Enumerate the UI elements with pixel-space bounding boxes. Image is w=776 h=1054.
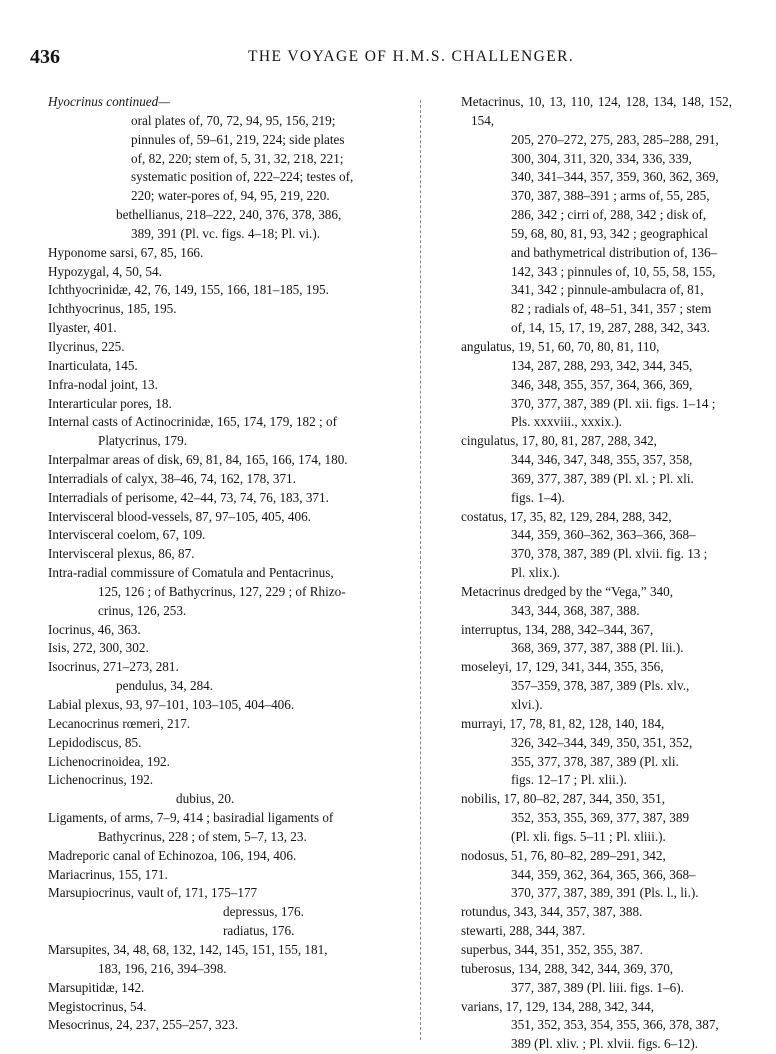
index-entry-continuation: Pl. xlix.). xyxy=(511,565,561,581)
index-entry: Inarticulata, 145. xyxy=(48,357,138,373)
index-entry: Mariacrinus, 155, 171. xyxy=(48,866,168,882)
index-entry: Ichthyocrinus, 185, 195. xyxy=(48,301,177,317)
index-subentry: radiatus, 176. xyxy=(223,923,295,939)
index-subentry: varians, 17, 129, 134, 288, 342, 344, xyxy=(461,998,655,1014)
index-entry-continuation: of, 14, 15, 17, 19, 287, 288, 342, 343. xyxy=(511,320,710,336)
index-entry-continuation: 183, 196, 216, 394–398. xyxy=(98,960,227,976)
index-entry-continuation: 286, 342 ; cirri of, 288, 342 ; disk of, xyxy=(511,207,707,223)
index-entry-continuation: 377, 387, 389 (Pl. liii. figs. 1–6). xyxy=(511,979,684,995)
index-entry: Hyocrinus continued— xyxy=(48,94,170,109)
index-entry-continuation: 344, 359, 360–362, 363–366, 368– xyxy=(511,527,696,543)
index-subentry: pendulus, 34, 284. xyxy=(116,678,214,694)
running-title: THE VOYAGE OF H.M.S. CHALLENGER. xyxy=(248,48,575,65)
index-subentry: bethellianus, 218–222, 240, 376, 378, 386, xyxy=(116,207,342,223)
index-subentry: dubius, 20. xyxy=(176,791,235,807)
page-header xyxy=(0,46,776,70)
index-entry-continuation: 326, 342–344, 349, 350, 351, 352, xyxy=(511,734,693,750)
index-entry: Intervisceral coelom, 67, 109. xyxy=(48,527,206,543)
index-entry: Intervisceral blood-vessels, 87, 97–105, 405, 406. xyxy=(48,508,311,524)
index-subentry: moseleyi, 17, 129, 341, 344, 355, 356, xyxy=(461,659,664,675)
index-entry-continuation: 142, 343 ; pinnules of, 10, 55, 58, 155, xyxy=(511,263,716,279)
index-entry-continuation: 352, 353, 355, 369, 377, 387, 389 xyxy=(511,810,690,826)
index-entry: Ilycrinus, 225. xyxy=(48,338,125,354)
index-entry: Madreporic canal of Echinozoa, 106, 194, 406. xyxy=(48,847,297,863)
index-entry-continuation: 389 (Pl. xliv. ; Pl. xlvii. figs. 6–12). xyxy=(511,1036,699,1052)
left-index-column xyxy=(48,93,372,1035)
index-subentry: nobilis, 17, 80–82, 287, 344, 350, 351, xyxy=(461,791,666,807)
index-entry-continuation: Pls. xxxviii., xxxix.). xyxy=(511,414,623,430)
page-number: 436 xyxy=(30,46,60,68)
index-subentry: murrayi, 17, 78, 81, 82, 128, 140, 184, xyxy=(461,715,665,731)
index-entry-continuation: 346, 348, 355, 357, 364, 366, 369, xyxy=(511,376,693,392)
index-entry: Lichenocrinus, 192. xyxy=(48,772,154,788)
index-entry: Megistocrinus, 54. xyxy=(48,998,147,1014)
index-subentry: costatus, 17, 35, 82, 129, 284, 288, 342, xyxy=(461,508,672,524)
index-entry: Ilyaster, 401. xyxy=(48,320,117,336)
index-entry-continuation: 125, 126 ; of Bathycrinus, 127, 229 ; of Rhizo- xyxy=(98,583,346,599)
index-entry-continuation: Bathycrinus, 228 ; of stem, 5–7, 13, 23. xyxy=(98,828,307,844)
index-entry-continuation: of, 82, 220; stem of, 5, 31, 32, 218, 221; xyxy=(131,150,344,166)
index-subentry: rotundus, 343, 344, 357, 387, 388. xyxy=(461,904,643,920)
index-entry-continuation: (Pl. xli. figs. 5–11 ; Pl. xliii.). xyxy=(511,828,666,844)
index-entry: Marsupites, 34, 48, 68, 132, 142, 145, 151, 155, 181, xyxy=(48,941,328,957)
index-entry-continuation: 300, 304, 311, 320, 334, 336, 339, xyxy=(511,150,692,166)
index-entry: Interarticular pores, 18. xyxy=(48,395,172,411)
index-entry: Metacrinus, 10, 13, 110, 124, 128, 134, 148, 152, 154, xyxy=(461,94,732,128)
index-subentry: tuberosus, 134, 288, 342, 344, 369, 370, xyxy=(461,960,674,976)
index-entry-continuation: 343, 344, 368, 387, 388. xyxy=(511,602,640,618)
index-subentry: superbus, 344, 351, 352, 355, 387. xyxy=(461,941,644,957)
index-entry-continuation: 370, 387, 388–391 ; arms of, 55, 285, xyxy=(511,188,710,204)
index-entry-continuation: 370, 377, 387, 389 (Pl. xii. figs. 1–14 ; xyxy=(511,395,716,411)
index-entry-continuation: 341, 342 ; pinnule-ambulacra of, 81, xyxy=(511,282,704,298)
index-entry-continuation: 220; water-pores of, 94, 95, 219, 220. xyxy=(131,188,330,204)
index-subentry: depressus, 176. xyxy=(223,904,304,920)
index-entry-continuation: 370, 377, 387, 389, 391 (Pls. l., li.). xyxy=(511,885,699,901)
index-entry-continuation: crinus, 126, 253. xyxy=(98,602,187,618)
index-entry-continuation: pinnules of, 59–61, 219, 224; side plates xyxy=(131,131,345,147)
index-entry: Isis, 272, 300, 302. xyxy=(48,640,149,656)
index-entry: Intra-radial commissure of Comatula and Pentacrinus, xyxy=(48,565,334,581)
index-subentry: cingulatus, 17, 80, 81, 287, 288, 342, xyxy=(461,433,657,449)
index-entry-continuation: 357–359, 378, 387, 389 (Pls. xlv., xyxy=(511,678,690,694)
right-index-column xyxy=(461,93,732,1054)
index-entry: Lepidodiscus, 85. xyxy=(48,734,142,750)
index-entry-continuation: 344, 359, 362, 364, 365, 366, 368– xyxy=(511,866,696,882)
index-entry: Internal casts of Actinocrinidæ, 165, 174, 179, 182 ; of xyxy=(48,414,337,430)
index-entry-continuation: 59, 68, 80, 81, 93, 342 ; geographical xyxy=(511,225,709,241)
index-entry-continuation: 369, 377, 387, 389 (Pl. xl. ; Pl. xli. xyxy=(511,470,694,486)
index-entry: Interpalmar areas of disk, 69, 81, 84, 165, 166, 174, 180. xyxy=(48,452,348,468)
index-entry: Isocrinus, 271–273, 281. xyxy=(48,659,179,675)
index-entry-continuation: 82 ; radials of, 48–51, 341, 357 ; stem xyxy=(511,301,712,317)
index-entry-continuation: and bathymetrical distribution of, 136– xyxy=(511,244,718,260)
index-entry: Marsupitidæ, 142. xyxy=(48,979,145,995)
index-entry-continuation: 368, 369, 377, 387, 388 (Pl. lii.). xyxy=(511,640,684,656)
index-entry-continuation: 370, 378, 387, 389 (Pl. xlvii. fig. 13 ; xyxy=(511,546,708,562)
index-entry: Infra-nodal joint, 13. xyxy=(48,376,158,392)
index-entry-continuation: Platycrinus, 179. xyxy=(98,433,188,449)
index-entry: Iocrinus, 46, 363. xyxy=(48,621,141,637)
index-entry-continuation: 389, 391 (Pl. vc. figs. 4–18; Pl. vi.). xyxy=(131,225,321,241)
index-entry-continuation: 344, 346, 347, 348, 355, 357, 358, xyxy=(511,452,693,468)
column-divider xyxy=(420,100,421,1040)
index-entry-continuation: figs. 1–4). xyxy=(511,489,565,505)
index-subentry: angulatus, 19, 51, 60, 70, 80, 81, 110, xyxy=(461,338,660,354)
index-entry: Hypozygal, 4, 50, 54. xyxy=(48,263,162,279)
index-entry: Lichenocrinoidea, 192. xyxy=(48,753,170,769)
index-entry-continuation: oral plates of, 70, 72, 94, 95, 156, 219; xyxy=(131,112,336,128)
index-entry-continuation: 340, 341–344, 357, 359, 360, 362, 369, xyxy=(511,169,719,185)
index-entry-continuation: 205, 270–272, 275, 283, 285–288, 291, xyxy=(511,131,719,147)
index-entry: Labial plexus, 93, 97–101, 103–105, 404–406. xyxy=(48,697,295,712)
index-entry: Hyponome sarsi, 67, 85, 166. xyxy=(48,244,204,260)
index-entry-continuation: 134, 287, 288, 293, 342, 344, 345, xyxy=(511,357,693,373)
index-entry: Lecanocrinus rœmeri, 217. xyxy=(48,715,191,731)
index-entry-continuation: 351, 352, 353, 354, 355, 366, 378, 387, xyxy=(511,1017,719,1033)
index-entry: Mesocrinus, 24, 237, 255–257, 323. xyxy=(48,1017,239,1033)
index-subentry: nodosus, 51, 76, 80–82, 289–291, 342, xyxy=(461,847,666,863)
index-entry: Metacrinus dredged by the “Vega,” 340, xyxy=(461,583,674,599)
index-entry-continuation: figs. 12–17 ; Pl. xlii.). xyxy=(511,772,627,788)
index-entry: Ichthyocrinidæ, 42, 76, 149, 155, 166, 181–185, 195. xyxy=(48,282,329,298)
index-entry: Ligaments, of arms, 7–9, 414 ; basiradial ligaments of xyxy=(48,810,334,826)
index-entry: Interradials of perisome, 42–44, 73, 74, 76, 183, 371. xyxy=(48,489,329,505)
index-entry-continuation: xlvi.). xyxy=(511,697,543,712)
index-entry: Interradials of calyx, 38–46, 74, 162, 178, 371. xyxy=(48,470,296,486)
index-entry: Marsupiocrinus, vault of, 171, 175–177 xyxy=(48,885,258,901)
index-subentry: stewarti, 288, 344, 387. xyxy=(461,923,586,939)
index-subentry: interruptus, 134, 288, 342–344, 367, xyxy=(461,621,654,637)
index-entry-continuation: 355, 377, 378, 387, 389 (Pl. xli. xyxy=(511,753,679,769)
index-entry-continuation: systematic position of, 222–224; testes of, xyxy=(131,169,354,185)
index-entry: Intervisceral plexus, 86, 87. xyxy=(48,546,195,562)
